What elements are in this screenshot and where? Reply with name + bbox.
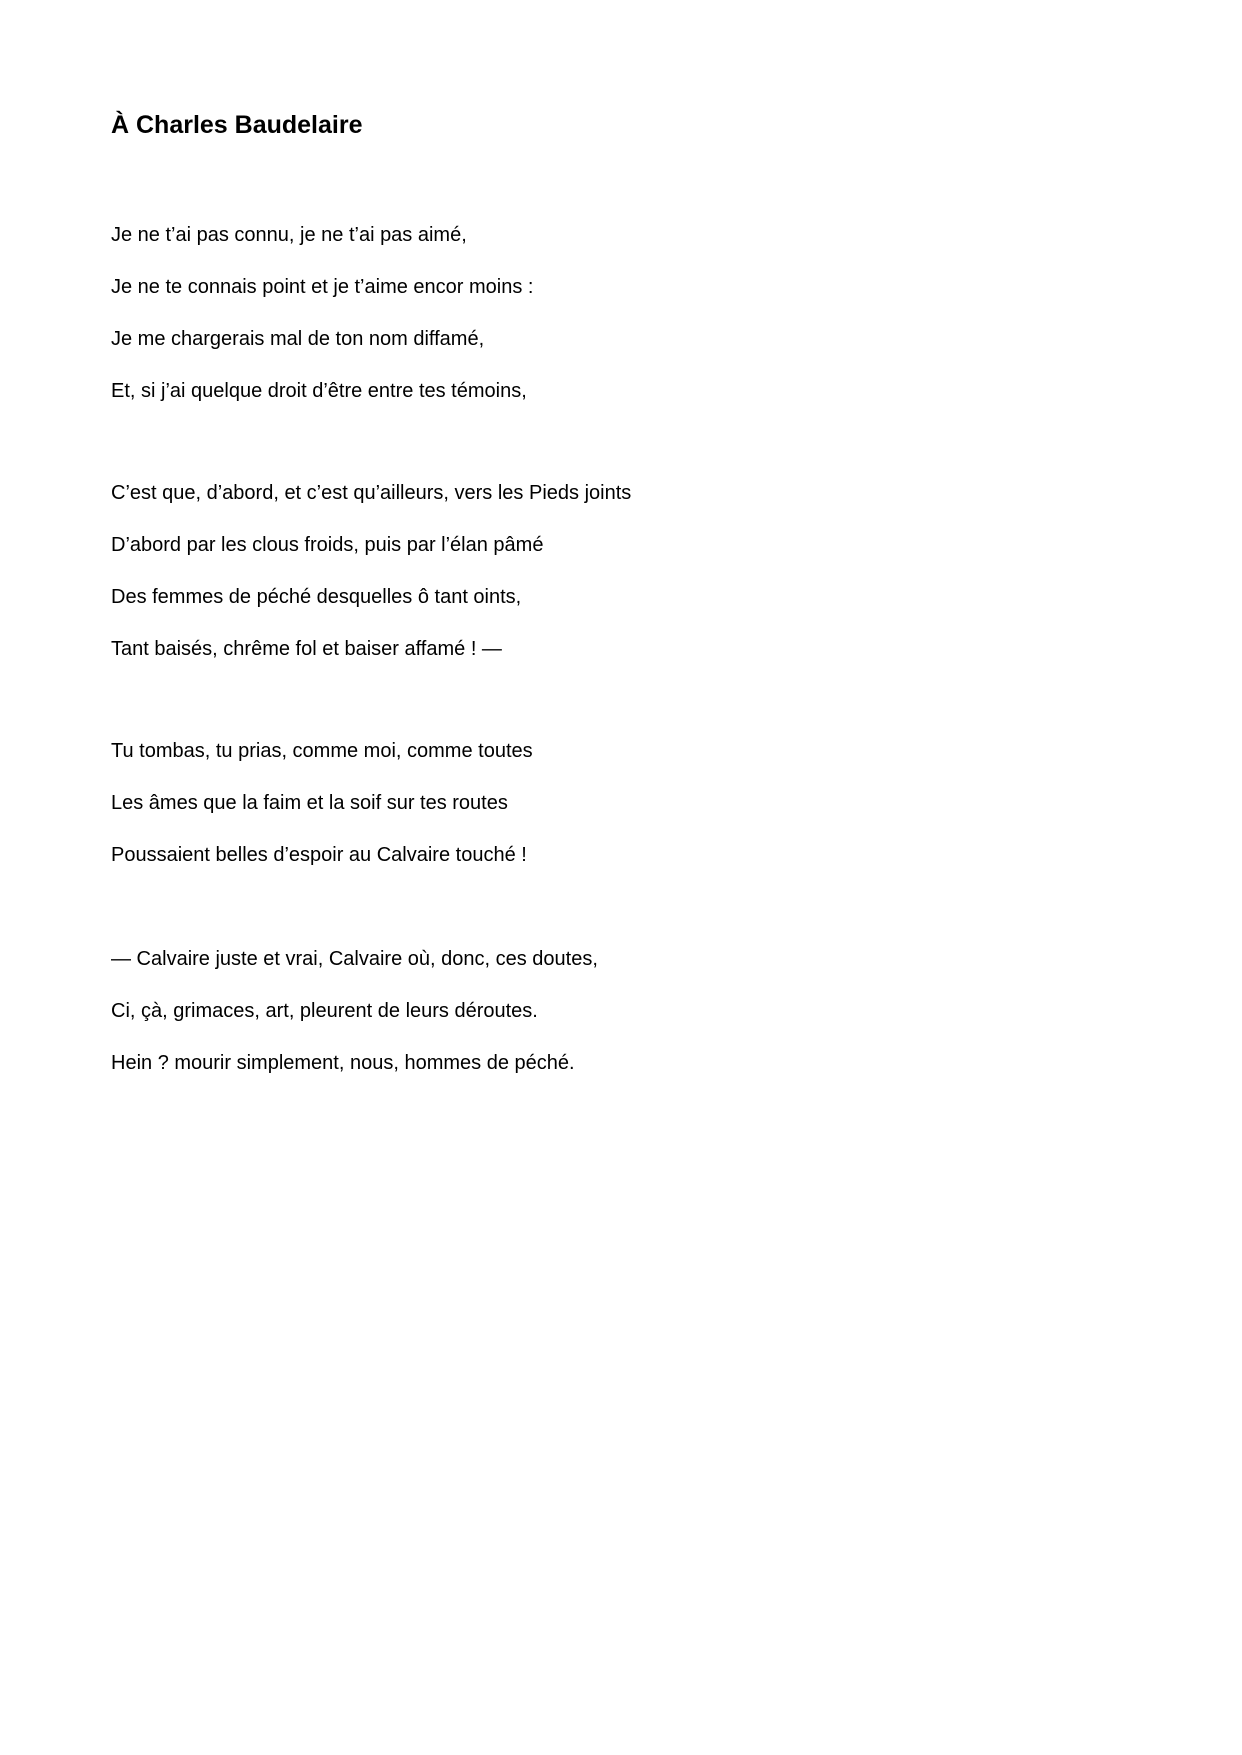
- poem-line: Des femmes de péché desquelles ô tant oints,: [111, 586, 522, 608]
- poem-line: Poussaient belles d’espoir au Calvaire touché !: [111, 844, 527, 866]
- poem-line: Je ne t’ai pas connu, je ne t’ai pas aimé,: [111, 224, 467, 246]
- poem-line: Hein ? mourir simplement, nous, hommes de péché.: [111, 1052, 575, 1074]
- poem-line: Les âmes que la faim et la soif sur tes routes: [111, 792, 508, 814]
- poem-line: — Calvaire juste et vrai, Calvaire où, donc, ces doutes,: [111, 948, 598, 970]
- poem-line: Tant baisés, chrême fol et baiser affamé ! —: [111, 638, 502, 660]
- poem-title: À Charles Baudelaire: [111, 111, 363, 139]
- poem-line: Et, si j’ai quelque droit d’être entre tes témoins,: [111, 380, 527, 402]
- poem-line: Je ne te connais point et je t’aime encor moins :: [111, 276, 534, 298]
- poem-line: Je me chargerais mal de ton nom diffamé,: [111, 328, 485, 350]
- poem-line: C’est que, d’abord, et c’est qu’ailleurs, vers les Pieds joints: [111, 482, 632, 504]
- poem-line: Ci, çà, grimaces, art, pleurent de leurs déroutes.: [111, 1000, 538, 1022]
- poem-line: Tu tombas, tu prias, comme moi, comme toutes: [111, 740, 533, 762]
- poem-line: D’abord par les clous froids, puis par l’élan pâmé: [111, 534, 544, 556]
